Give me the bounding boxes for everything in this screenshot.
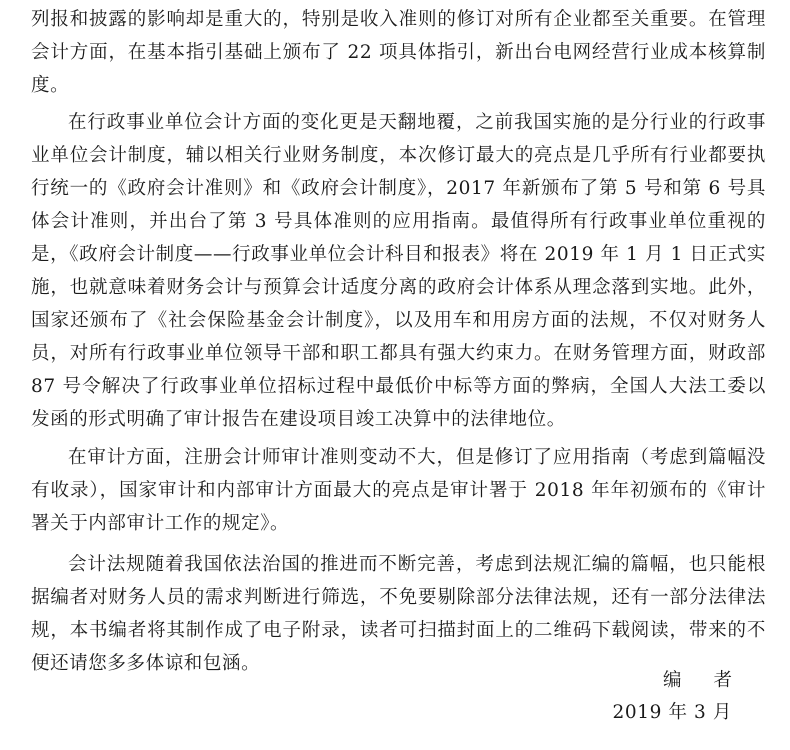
paragraph-continuation: 列报和披露的影响却是重大的，特别是收入准则的修订对所有企业都至关重要。在管理会计方面，在基本指引基础上颁布了 22 项具体指引，新出台电网经营行业成本核算制度。 [31,9,766,96]
signature-date: 2019 年 3 月 [612,702,732,723]
signature-role: 编者 [662,670,764,691]
signature-block [612,666,764,728]
paragraph-closing-note: 会计法规随着我国依法治国的推进而不断完善，考虑到法规汇编的篇幅，也只能根据编者对财务人员的需求判断进行筛选，不免要剔除部分法律法规，还有一部分法律法规，本书编者将其制作成了电子附录，读者可扫描封面上的二维码下载阅读，带来的不便还请您多多体谅和包涵。 [31,554,766,674]
paragraph-administrative-accounting: 在行政事业单位会计方面的变化更是天翻地覆，之前我国实施的是分行业的行政事业单位会计制度，辅以相关行业财务制度，本次修订最大的亮点是几乎所有行业都要执行统一的《政府会计准则》和《政府会计制度》，2017 年新颁布了第 5 号和第 6 号具体会计准则，并出台了第 3 号具体准则的应用指南。最值得所有行政事业单位重视的是，《政府会计制度——行政事业单位会计科目和报表》将在 2019 年 1 月 1 日正式实施，也就意味着财务会计与预算会计适度分离的政府会计体系从理念落到实地。此外，国家还颁布了《社会保险基金会计制度》，以及用车和用房方面的法规，不仅对财务人员，对所有行政事业单位领导干部和职工都具有强大约束力。在财务管理方面，财政部 87 号令解决了行政事业单位招标过程中最低价中标等方面的弊病，全国人大法工委以发函的形式明确了审计报告在建设项目竣工决算中的法律地位。 [31,112,766,430]
paragraph-audit: 在审计方面，注册会计师审计准则变动不大，但是修订了应用指南（考虑到篇幅没有收录），国家审计和内部审计方面最大的亮点是审计署于 2018 年年初颁布的《审计署关于内部审计工作的规定》。 [31,447,766,534]
